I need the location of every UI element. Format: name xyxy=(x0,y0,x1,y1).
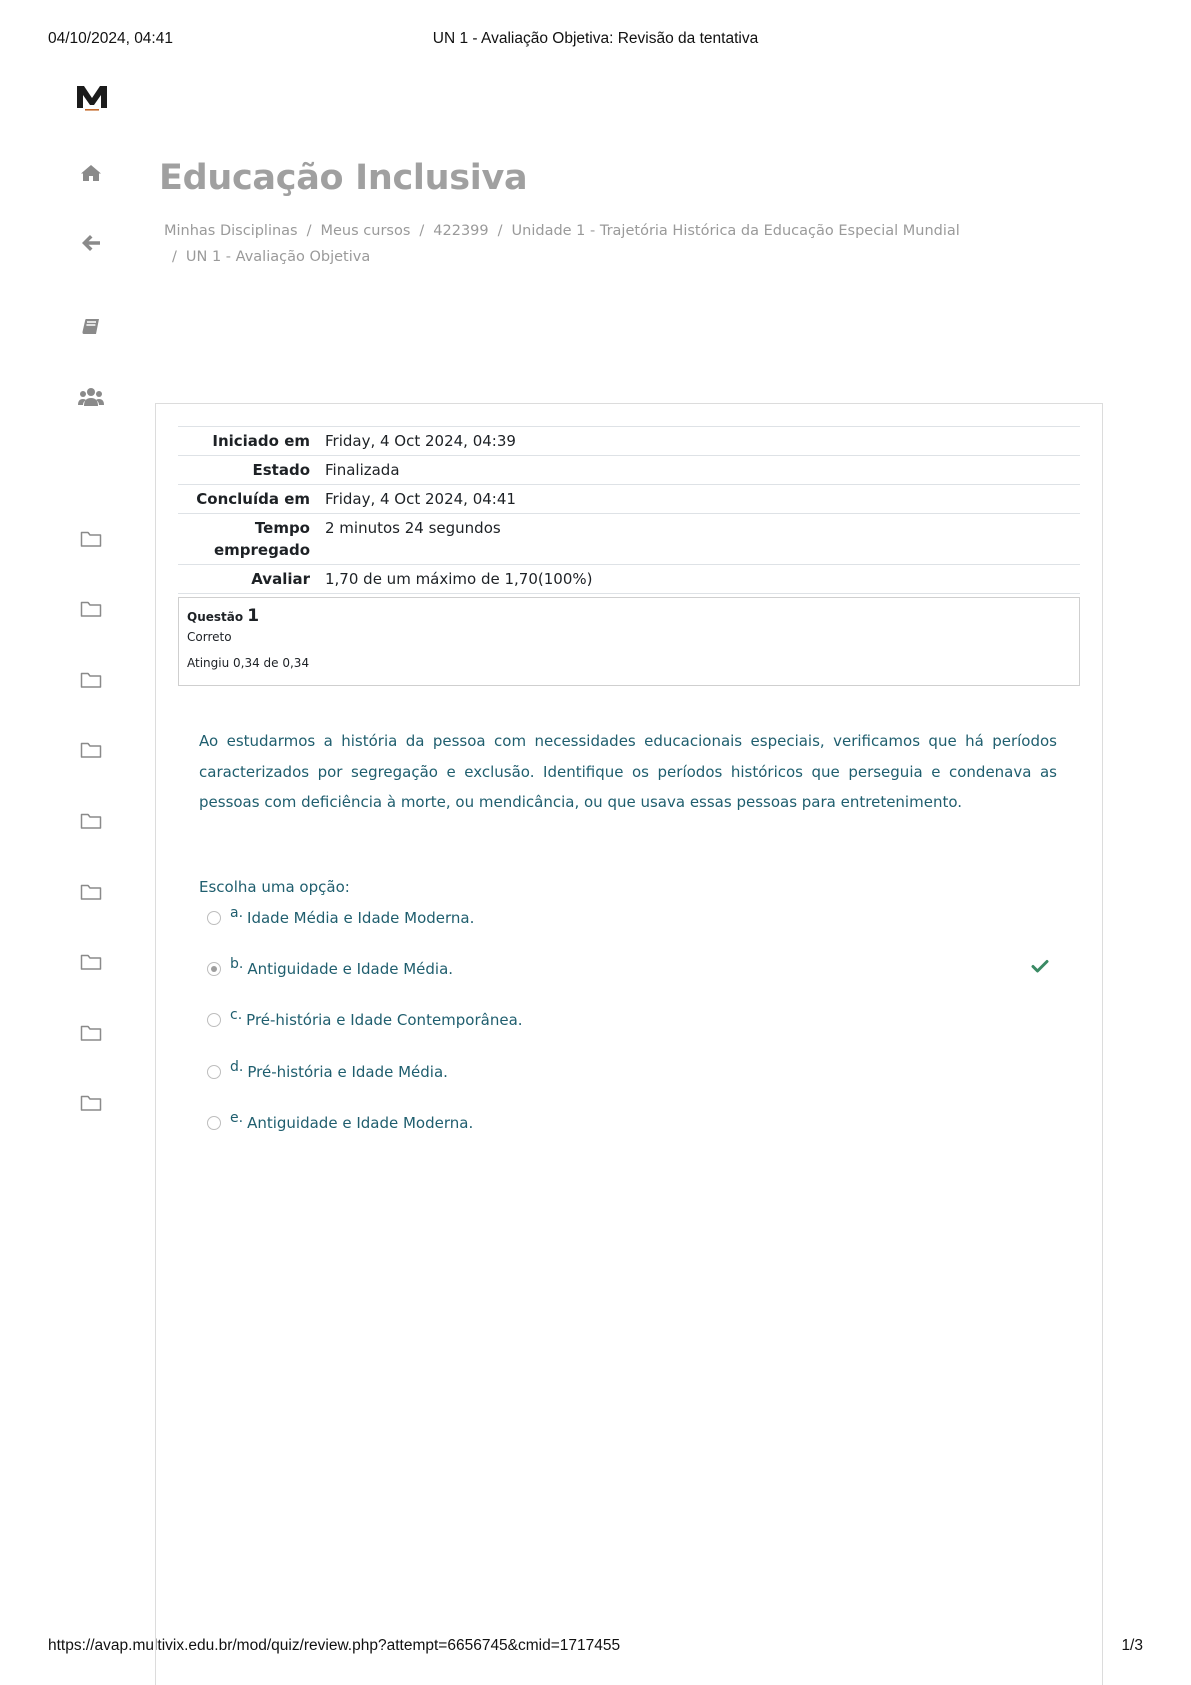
summary-row-state xyxy=(178,456,1080,485)
attempt-summary-table xyxy=(178,426,1080,594)
radio-button-selected[interactable] xyxy=(207,962,221,976)
summary-row-completed xyxy=(178,485,1080,514)
summary-row-started xyxy=(178,427,1080,456)
breadcrumb-item-course-id[interactable]: 422399 xyxy=(433,223,489,239)
folder-icon[interactable] xyxy=(78,667,104,693)
radio-button[interactable] xyxy=(207,1065,221,1079)
question-grade: Atingiu 0,34 de 0,34 xyxy=(187,656,310,670)
option-letter: b. xyxy=(230,956,244,972)
summary-label: Iniciado em xyxy=(178,427,325,456)
option-letter: e. xyxy=(230,1110,244,1126)
breadcrumb-separator: / xyxy=(419,223,425,239)
summary-value: 1,70 de um máximo de 1,70(100%) xyxy=(325,565,1080,594)
option-text: Antiguidade e Idade Média. xyxy=(247,960,454,978)
main-content-region xyxy=(155,403,1103,1685)
question-info-box xyxy=(178,597,1080,686)
breadcrumb xyxy=(164,218,1024,270)
folder-icon[interactable] xyxy=(78,596,104,622)
summary-label: Estado xyxy=(178,456,325,485)
folder-icon[interactable] xyxy=(78,808,104,834)
question-number-value: 1 xyxy=(247,606,260,626)
summary-value: Finalizada xyxy=(325,456,1080,485)
course-title: Educação Inclusiva xyxy=(159,158,528,198)
summary-value: Friday, 4 Oct 2024, 04:39 xyxy=(325,427,1080,456)
answer-prompt: Escolha uma opção: xyxy=(199,878,350,896)
logo-m-icon xyxy=(75,82,109,112)
folder-icon[interactable] xyxy=(78,879,104,905)
breadcrumb-item-quiz[interactable]: UN 1 - Avaliação Objetiva xyxy=(185,249,371,265)
correct-check-icon xyxy=(1031,957,1049,975)
radio-button[interactable] xyxy=(207,911,221,925)
users-icon[interactable] xyxy=(78,384,104,410)
site-logo[interactable] xyxy=(75,82,109,112)
option-text: Pré-história e Idade Contemporânea. xyxy=(246,1011,523,1029)
option-text: Idade Média e Idade Moderna. xyxy=(247,909,475,927)
radio-button[interactable] xyxy=(207,1116,221,1130)
summary-label: Concluída em xyxy=(178,485,325,514)
folder-icon[interactable] xyxy=(78,949,104,975)
home-icon[interactable] xyxy=(78,160,104,186)
print-page-title: UN 1 - Avaliação Objetiva: Revisão da tentativa xyxy=(432,30,759,47)
radio-button[interactable] xyxy=(207,1013,221,1027)
folder-icon[interactable] xyxy=(78,737,104,763)
summary-label: Avaliar xyxy=(178,565,325,594)
question-label: Questão xyxy=(187,610,244,624)
summary-label: Tempo empregado xyxy=(178,514,325,565)
book-icon[interactable] xyxy=(78,314,104,340)
breadcrumb-item-meus-cursos[interactable]: Meus cursos xyxy=(320,223,411,239)
print-page-number: 1/3 xyxy=(1121,1637,1143,1654)
folder-icon[interactable] xyxy=(78,1020,104,1046)
print-url: https://avap.multivix.edu.br/mod/quiz/review.php?attempt=6656745&cmid=1717455 xyxy=(48,1637,621,1654)
folder-icon[interactable] xyxy=(78,526,104,552)
print-datetime: 04/10/2024, 04:41 xyxy=(48,30,173,47)
question-number xyxy=(187,606,1071,626)
option-text: Antiguidade e Idade Moderna. xyxy=(247,1114,474,1132)
option-letter: c. xyxy=(230,1007,243,1023)
breadcrumb-item-unit[interactable]: Unidade 1 - Trajetória Histórica da Educação Especial Mundial xyxy=(511,223,960,239)
option-text: Pré-história e Idade Média. xyxy=(247,1063,448,1081)
summary-row-grade xyxy=(178,565,1080,594)
summary-value: Friday, 4 Oct 2024, 04:41 xyxy=(325,485,1080,514)
answer-option-b[interactable] xyxy=(207,957,453,981)
question-state: Correto xyxy=(187,630,232,644)
folder-icon[interactable] xyxy=(78,1090,104,1116)
question-text: Ao estudarmos a história da pessoa com necessidades educacionais especiais, verificamos que há períodos caracterizados por segregação e exclusão. Identifique os períodos históricos que perseguia e condenava as pessoas com deficiência à morte, ou mendicância, ou que usava essas pessoas para entretenimento. xyxy=(199,732,1057,811)
breadcrumb-item-minhas-disciplinas[interactable]: Minhas Disciplinas xyxy=(164,223,298,239)
summary-value: 2 minutos 24 segundos xyxy=(325,514,1080,565)
answer-option-a[interactable] xyxy=(207,906,474,930)
answer-option-e[interactable] xyxy=(207,1111,473,1135)
option-letter: d. xyxy=(230,1059,244,1075)
option-letter: a. xyxy=(230,905,244,921)
breadcrumb-separator: / xyxy=(172,249,177,265)
answer-option-d[interactable] xyxy=(207,1060,448,1084)
breadcrumb-separator: / xyxy=(306,223,312,239)
arrow-left-icon[interactable] xyxy=(78,230,104,256)
summary-row-time-taken xyxy=(178,514,1080,565)
breadcrumb-separator: / xyxy=(497,223,503,239)
answer-option-c[interactable] xyxy=(207,1008,523,1032)
